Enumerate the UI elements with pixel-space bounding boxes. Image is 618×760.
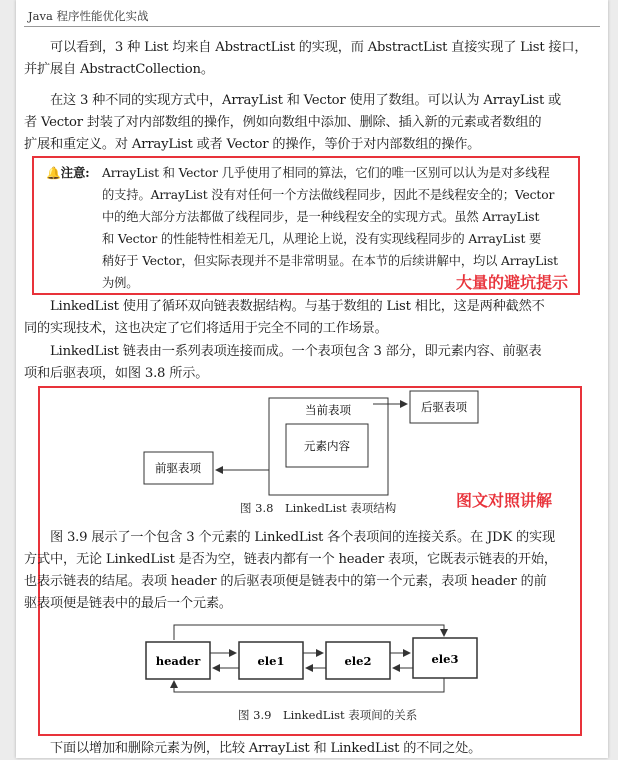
text-line: 扩展和重定义。对 ArrayList 或者 Vector 的操作，等价于对内部数组的操作。 [24,137,481,152]
text-line: 可以看到，3 种 List 均来自 AbstractList 的实现，而 AbstractList 直接实现了 List 接口， [50,40,588,55]
text-line: 同的实现技术，这也决定了它们将适用于完全不同的工作场景。 [24,321,388,336]
figure-annotation: 图文对照讲解 [456,491,553,510]
text-line: 在这 3 种不同的实现方式中，ArrayList 和 Vector 使用了数组。可以认为 ArrayList 或 [50,93,562,108]
node-header-label: header [155,654,201,668]
paragraph-6 [24,738,596,760]
node-ele2-label: ele2 [344,654,372,668]
current-node-label: 当前表项 [305,403,351,417]
figure-3-9 [16,0,608,758]
text-line: 驱表项便是链表中的最后一个元素。 [24,596,232,611]
text-line: 也表示链表的结尾。表项 header 的后驱表项便是链表中的第一个元素，表项 header 的前 [24,574,547,589]
content-label: 元素内容 [304,439,350,453]
text-line: 下面以增加和删除元素为例，比较 ArrayList 和 LinkedList 的不同之处。 [50,741,482,756]
loop-bottom-arrow [174,676,444,692]
warning-bell-icon: 🔔 [46,166,61,180]
figure-3-8-caption: 图 3.8 LinkedList 表项结构 [240,501,397,515]
note-line: 稍好于 Vector，但实际表现并不是非常明显。在本节的后续讲解中，均以 ArrayList [102,254,558,268]
next-node-label: 后驱表项 [421,400,467,414]
text-line: 者 Vector 封装了对内部数组的操作，例如向数组中添加、删除、插入新的元素或者数组的 [24,115,542,130]
loop-top-arrow [174,625,444,640]
figure-3-9-caption: 图 3.9 LinkedList 表项间的关系 [238,708,418,722]
text-line: 项和后驱表项，如图 3.8 所示。 [24,366,209,381]
running-header: Java 程序性能优化实战 [28,9,149,23]
note-line: 的支持。ArrayList 没有对任何一个方法做线程同步，因此不是线程安全的；Vector [102,188,555,202]
note-line: 中的绝大部分方法都做了线程同步，是一种线程安全的实现方式。虽然 ArrayList [102,210,540,224]
node-ele3-label: ele3 [431,652,459,666]
note-line: 为例。 [102,276,139,290]
text-line: LinkedList 使用了循环双向链表数据结构。与基于数组的 List 相比，这是两种截然不 [50,299,545,314]
note-line: ArrayList 和 Vector 几乎使用了相同的算法，它们的唯一区别可以认为是对多线程 [102,166,550,180]
note-line: 和 Vector 的性能特性相差无几，从理论上说，没有实现线程同步的 ArrayList 要 [102,232,542,246]
book-page [16,0,608,758]
text-line: 方式中，无论 LinkedList 是否为空，链表内都有一个 header 表项，它既表示链表的开始， [24,552,557,567]
pitfall-annotation: 大量的避坑提示 [456,273,569,292]
text-line: 并扩展自 AbstractCollection。 [24,62,214,77]
node-ele1-label: ele1 [257,654,285,668]
note-label: 🔔注意: [46,162,89,184]
prev-node-label: 前驱表项 [155,461,201,475]
text-line: LinkedList 链表由一系列表项连接而成。一个表项包含 3 部分，即元素内容、前驱表 [50,344,542,359]
text-line: 图 3.9 展示了一个包含 3 个元素的 LinkedList 各个表项间的连接关系。在 JDK 的实现 [50,530,556,545]
